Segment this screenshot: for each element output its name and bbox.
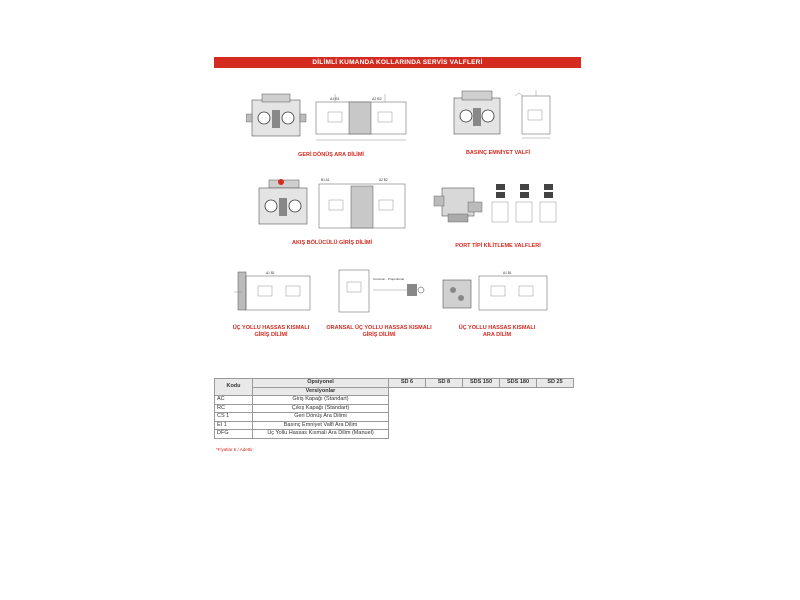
svg-text:A2 B2: A2 B2 [372,97,382,101]
caption-flow-divider-inlet: AKIŞ BÖLÜCÜLÜ GİRİŞ DİLİMİ [291,240,373,246]
column-header-model: SDS 150 [463,379,500,388]
figure-return-section [246,92,416,147]
caption-pressure-relief: BASINÇ EMNİYET VALFİ [465,150,531,156]
figure-flow-divider-inlet [253,172,409,232]
table-cell-desc: Geri Dönüş Ara Dilimi [253,413,389,422]
table-cell-code: CS 1 [215,413,253,422]
column-header-opsiyonel: Opsiyonel [253,379,389,388]
table-header-row [215,379,574,388]
pressure-relief-drawing [448,88,558,146]
caption-port-lock-valves: PORT TİPİ KİLİTLEME VALFLERİ [455,243,541,249]
options-table [214,378,574,439]
proportional-inlet-drawing [333,268,429,316]
table-subheader-row [215,387,574,396]
figure-3way-fine-section [441,268,551,316]
svg-text:A1 B1: A1 B1 [330,97,340,101]
column-header-kodu: Kodu [215,379,253,396]
3way-fine-inlet-drawing [228,268,318,316]
return-section-drawing [246,92,416,147]
figure-pressure-relief [448,88,558,146]
3way-fine-section-drawing [441,268,551,316]
caption-proportional-3way-inlet: ORANSAL ÜÇ YOLLU HASSAS KISMALI GİRİŞ DİLİMİ [326,325,432,338]
caption-return-section: GERİ DÖNÜŞ ARA DİLİMİ [298,152,364,158]
table-cell-desc: Basınç Emniyet Valfi Ara Dilim [253,421,389,430]
table-cell-desc: Giriş Kapağı (Standart) [253,396,389,405]
svg-text:A1 B1: A1 B1 [503,271,512,275]
column-header-model: SD 6 [389,379,426,388]
section-title-banner: DİLİMLİ KUMANDA KOLLARINDA SERVİS VALFLERİ [214,57,581,68]
table-cell-code: RC [215,404,253,413]
table-cell-code: AC [215,396,253,405]
figure-port-lock-valves [432,178,562,234]
table-cell-code: DFG [215,430,253,439]
table-row [215,396,574,405]
table-row [215,413,574,422]
figure-3way-fine-inlet [228,268,318,316]
column-header-model: SDS 180 [500,379,537,388]
caption-3way-fine-inlet: ÜÇ YOLLU HASSAS KISMALI GİRİŞ DİLİMİ [232,325,310,338]
figure-proportional-3way-inlet [333,268,429,316]
table-row [215,430,574,439]
table-cell-desc: Çıkış Kapağı (Standart) [253,404,389,413]
svg-text:A2 B2: A2 B2 [379,178,388,182]
svg-text:Common · Proportional: Common · Proportional [373,277,405,281]
caption-3way-fine-section: ÜÇ YOLLU HASSAS KISMALI ARA DİLİM [458,325,536,338]
flow-divider-drawing [253,172,409,232]
price-footnote: *Fiyatlar € / Adettir. [216,447,254,452]
svg-text:B1 A1: B1 A1 [321,178,330,182]
table-cell-desc: Üç Yollu Hassas Kısmalı Ara Dilim (Manuel) [253,430,389,439]
svg-text:A1 B1: A1 B1 [266,271,275,275]
table-row [215,404,574,413]
column-header-versiyonlar: Versiyonlar [253,387,389,396]
table-row [215,421,574,430]
port-lock-drawing [432,178,562,234]
column-header-model: SD 25 [537,379,574,388]
column-header-model: SD 8 [426,379,463,388]
table-cell-code: EI 1 [215,421,253,430]
